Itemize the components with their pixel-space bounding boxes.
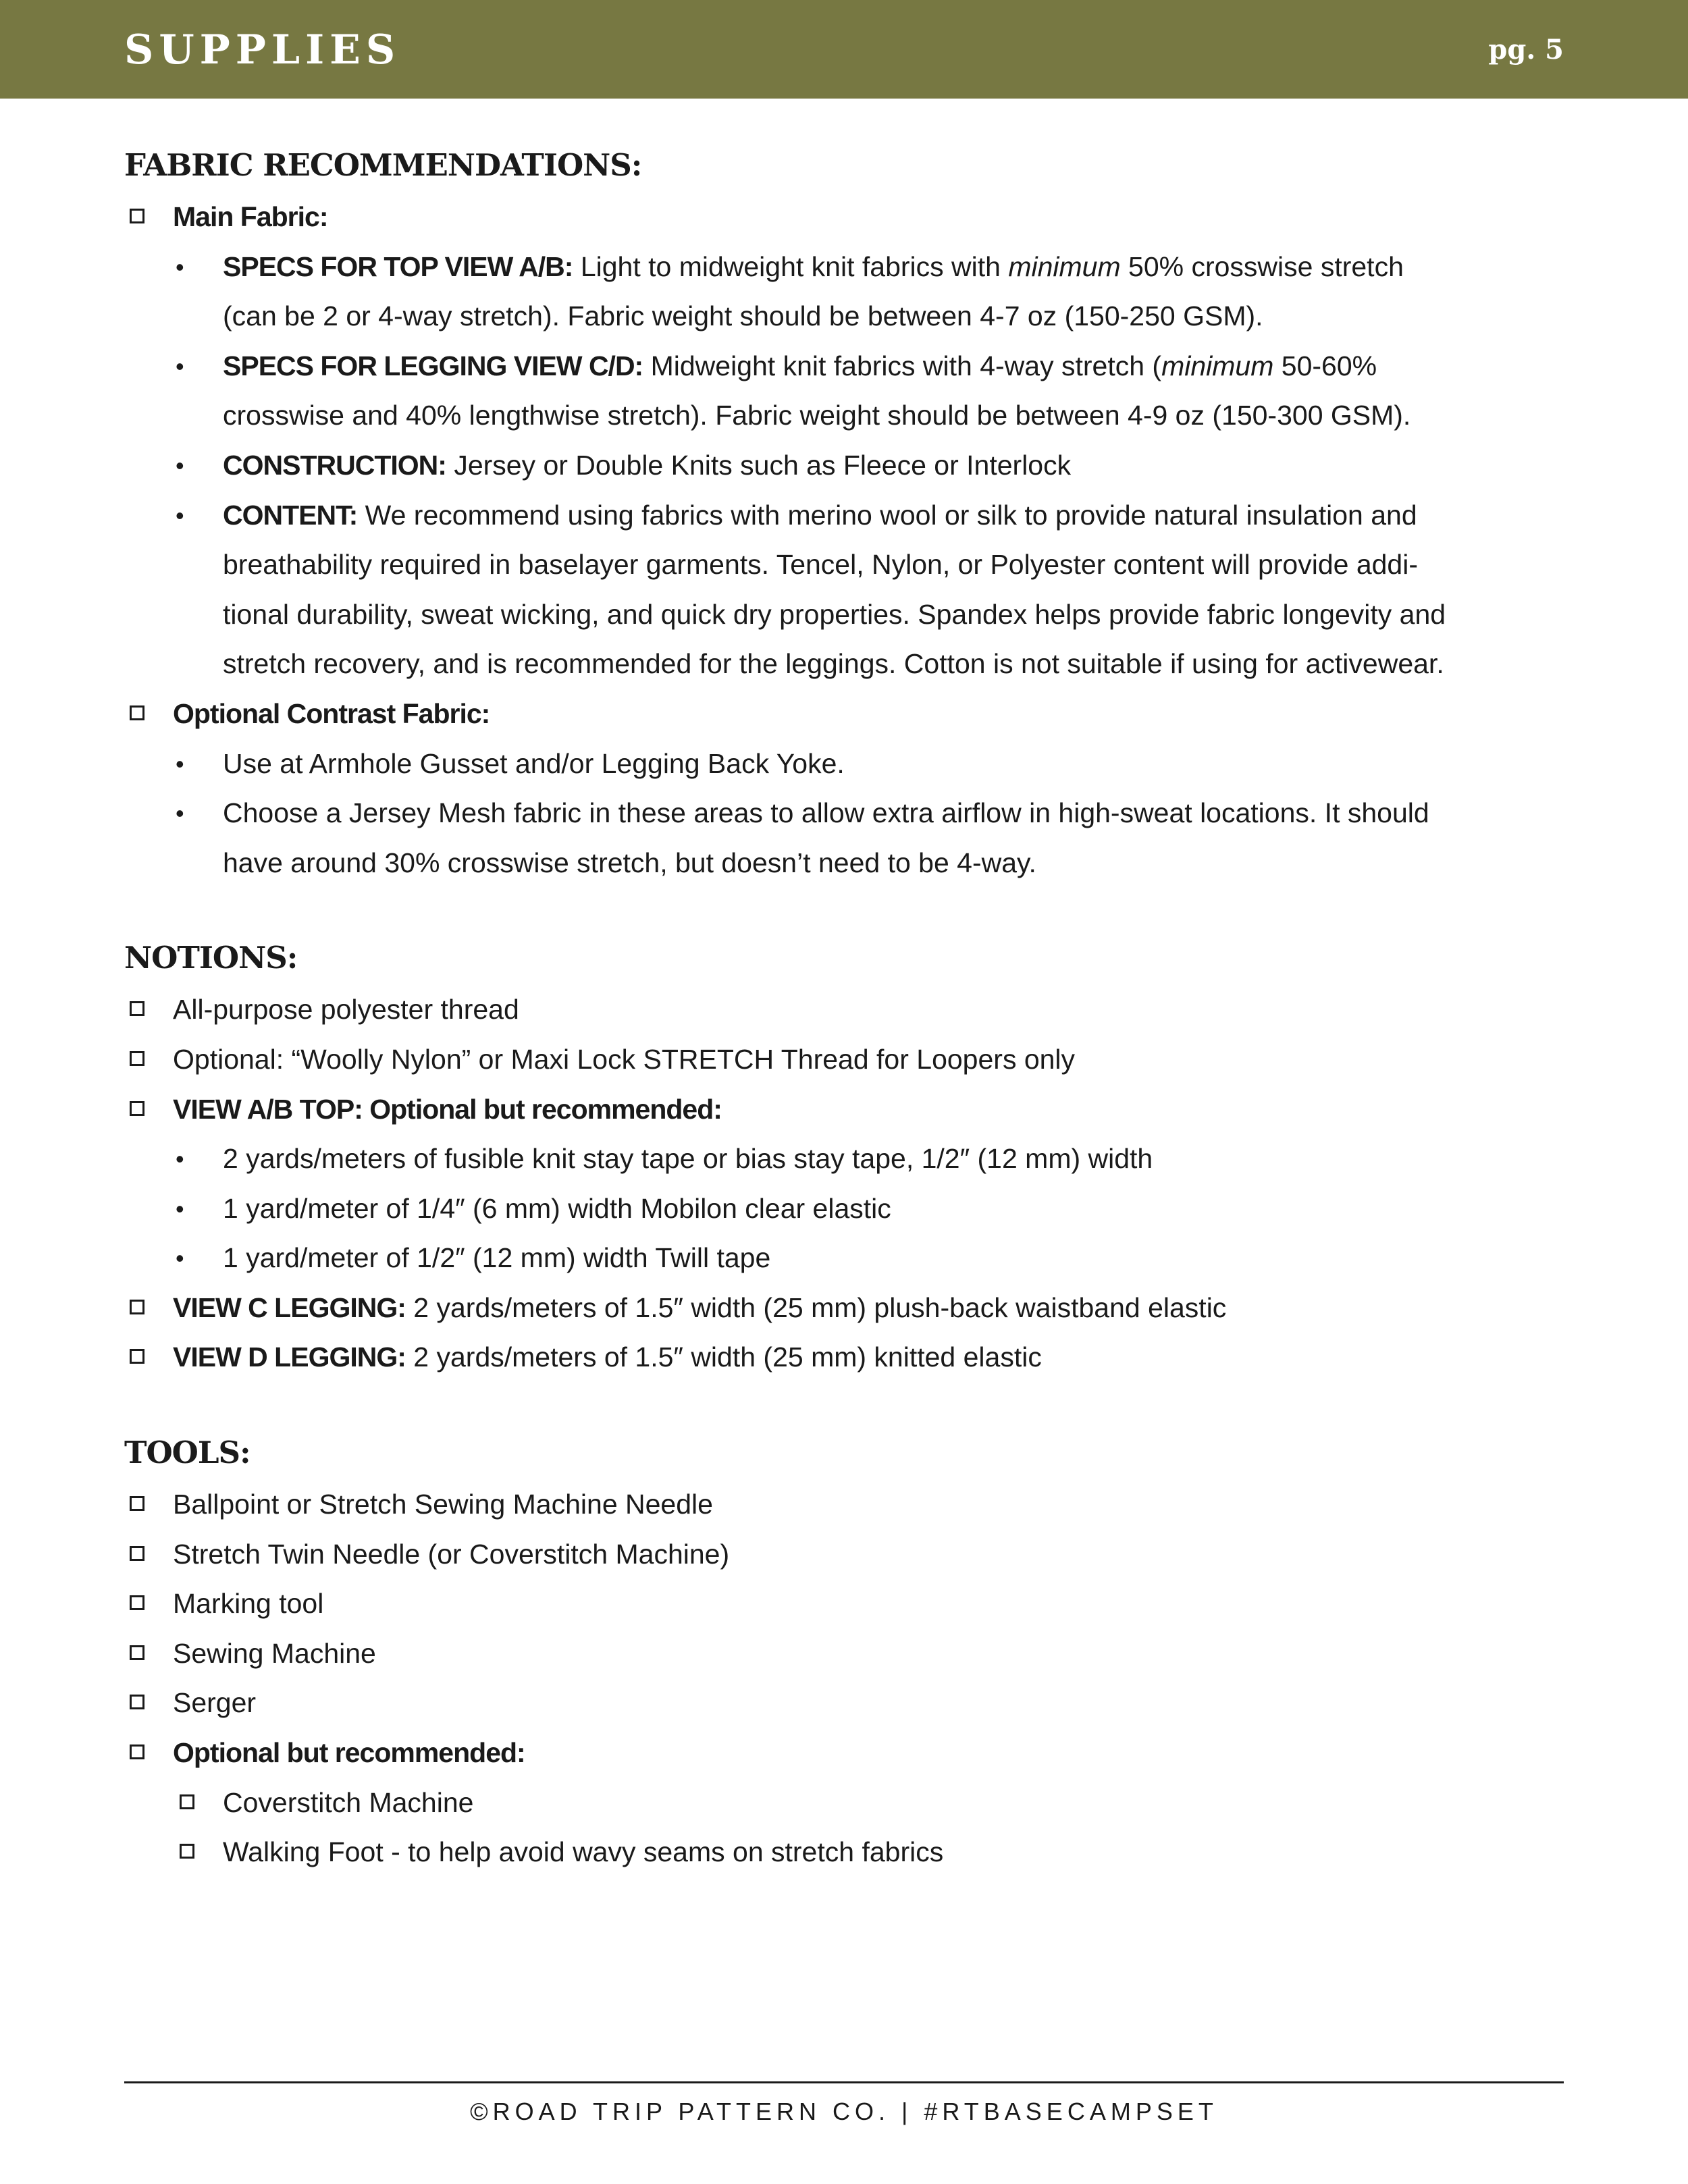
page-header xyxy=(0,0,1688,99)
checkbox[interactable] xyxy=(130,1001,144,1016)
contrast-fabric-label: Optional Contrast Fabric: xyxy=(173,697,490,729)
spec-legging-label: SPECS FOR LEGGING VIEW C/D: xyxy=(223,350,643,381)
spec-top-text: Light to midweight knit fabrics with xyxy=(573,250,1009,282)
spec-top-line2: (can be 2 or 4-way stretch). Fabric weight should be between 4-7 oz (150-250 GSM). xyxy=(223,300,1263,332)
checklist-item-text: All-purpose polyester thread xyxy=(173,994,519,1026)
spec-top-text-end: 50% crosswise stretch xyxy=(1120,250,1404,282)
checklist-subitem-text: Walking Foot - to help avoid wavy seams on stretch fabrics xyxy=(223,1836,944,1868)
checklist-item xyxy=(124,1629,1569,1679)
content-line1: We recommend using fabrics with merino wool or silk to provide natural insulation and xyxy=(357,499,1417,531)
checkbox[interactable] xyxy=(130,1645,144,1660)
checkbox[interactable] xyxy=(130,1546,144,1561)
bullet-spec-top xyxy=(124,242,1569,292)
checkbox[interactable] xyxy=(130,1051,144,1066)
fabric-section xyxy=(124,138,1569,888)
view-c-label: VIEW C LEGGING: xyxy=(173,1291,406,1323)
content-line3: tional durability, sweat wicking, and quick dry properties. Spandex helps provide fabric longevity and xyxy=(223,598,1446,630)
content-line2: breathability required in baselayer garments. Tencel, Nylon, or Polyester content will provide addi- xyxy=(223,549,1418,581)
checkbox[interactable] xyxy=(130,1595,144,1610)
spec-legging-line2: crosswise and 40% lengthwise stretch). Fabric weight should be between 4-9 oz (150-300 GSM). xyxy=(223,400,1411,431)
view-d-text: 2 yards/meters of 1.5″ width (25 mm) knitted elastic xyxy=(405,1341,1042,1373)
bullet-view-ab xyxy=(124,1233,1569,1283)
contrast-item-text: Use at Armhole Gusset and/or Legging Back Yoke. xyxy=(223,747,845,779)
checkbox[interactable] xyxy=(180,1794,194,1809)
checkbox[interactable] xyxy=(130,1695,144,1709)
view-c-text: 2 yards/meters of 1.5″ width (25 mm) plush-back waistband elastic xyxy=(405,1291,1227,1323)
bullet-spec-legging xyxy=(124,342,1569,392)
checkbox[interactable] xyxy=(180,1844,194,1859)
contrast-item-text: Choose a Jersey Mesh fabric in these areas to allow extra airflow in high-sweat locations. It should xyxy=(223,797,1429,829)
spec-legging-emphasis: minimum xyxy=(1161,350,1274,381)
notions-heading: NOTIONS: xyxy=(124,940,298,976)
bullet-construction xyxy=(124,441,1569,491)
page-content xyxy=(124,138,1569,1921)
bullet-view-ab xyxy=(124,1134,1569,1184)
bullet-icon: • xyxy=(176,1145,184,1173)
checklist-item xyxy=(124,1480,1569,1530)
tools-section xyxy=(124,1426,1569,1877)
checklist-item-text: Stretch Twin Needle (or Coverstitch Machine) xyxy=(173,1538,730,1570)
view-ab-label: VIEW A/B TOP: Optional but recommended: xyxy=(173,1093,722,1125)
bullet-icon: • xyxy=(176,1244,184,1273)
checklist-item-text: Optional: “Woolly Nylon” or Maxi Lock STRETCH Thread for Loopers only xyxy=(173,1043,1076,1075)
main-fabric-label: Main Fabric: xyxy=(173,201,328,232)
bullet-contrast-2 xyxy=(124,789,1569,838)
checkbox[interactable] xyxy=(130,1496,144,1511)
checkbox[interactable] xyxy=(130,1101,144,1116)
bullet-content-continued xyxy=(124,540,1569,590)
bullet-content xyxy=(124,491,1569,541)
checklist-item xyxy=(124,1579,1569,1629)
bullet-icon: • xyxy=(176,352,184,380)
checklist-item-main-fabric xyxy=(124,192,1569,242)
bullet-contrast-2-continued xyxy=(124,838,1569,888)
notions-section xyxy=(124,931,1569,1383)
checkbox[interactable] xyxy=(130,209,144,223)
checkbox[interactable] xyxy=(130,1744,144,1759)
checklist-item-contrast-fabric xyxy=(124,689,1569,739)
bullet-icon: • xyxy=(176,1194,184,1223)
bullet-icon: • xyxy=(176,749,184,778)
checklist-item-text: Marking tool xyxy=(173,1588,324,1620)
bullet-icon: • xyxy=(176,501,184,529)
spec-legging-text: Midweight knit fabrics with 4-way stretch ( xyxy=(643,350,1162,381)
checklist-subitem xyxy=(124,1778,1569,1828)
checkbox[interactable] xyxy=(130,1300,144,1314)
bullet-contrast-1 xyxy=(124,739,1569,789)
spec-top-emphasis: minimum xyxy=(1008,250,1121,282)
view-ab-item-text: 1 yard/meter of 1/2″ (12 mm) width Twill tape xyxy=(223,1242,771,1274)
spec-legging-text-end: 50-60% xyxy=(1273,350,1377,381)
bullet-spec-legging-continued xyxy=(124,391,1569,441)
view-d-label: VIEW D LEGGING: xyxy=(173,1341,406,1373)
contrast-item-text-line2: have around 30% crosswise stretch, but doesn’t need to be 4-way. xyxy=(223,847,1036,878)
tools-heading: TOOLS: xyxy=(124,1435,250,1471)
checkbox[interactable] xyxy=(130,705,144,720)
content-label: CONTENT: xyxy=(223,499,358,531)
checklist-item xyxy=(124,1530,1569,1580)
bullet-icon: • xyxy=(176,252,184,281)
content-line4: stretch recovery, and is recommended for the leggings. Cotton is not suitable if using for activewear. xyxy=(223,648,1444,680)
view-ab-item-text: 1 yard/meter of 1/4″ (6 mm) width Mobilon clear elastic xyxy=(223,1192,891,1224)
checklist-item xyxy=(124,985,1569,1035)
checklist-item-text: Ballpoint or Stretch Sewing Machine Needle xyxy=(173,1489,713,1520)
bullet-icon: • xyxy=(176,451,184,479)
page-footer: ©ROAD TRIP PATTERN CO. | #RTBASECAMPSET xyxy=(470,2098,1218,2125)
checklist-item-optional xyxy=(124,1728,1569,1778)
bullet-spec-top-continued xyxy=(124,292,1569,342)
bullet-content-continued xyxy=(124,639,1569,689)
bullet-icon: • xyxy=(176,799,184,828)
checklist-item xyxy=(124,1678,1569,1728)
construction-text: Jersey or Double Knits such as Fleece or Interlock xyxy=(446,449,1072,481)
checklist-item xyxy=(124,1035,1569,1085)
bullet-content-continued xyxy=(124,590,1569,640)
spec-top-label: SPECS FOR TOP VIEW A/B: xyxy=(223,250,573,282)
view-ab-item-text: 2 yards/meters of fusible knit stay tape or bias stay tape, 1/2″ (12 mm) width xyxy=(223,1143,1153,1175)
fabric-heading: FABRIC RECOMMENDATIONS: xyxy=(124,147,642,183)
optional-label: Optional but recommended: xyxy=(173,1737,525,1769)
checklist-subitem-text: Coverstitch Machine xyxy=(223,1786,474,1818)
footer-divider xyxy=(124,2081,1564,2083)
construction-label: CONSTRUCTION: xyxy=(223,449,446,481)
checklist-item-text: Serger xyxy=(173,1687,257,1719)
checklist-subitem xyxy=(124,1828,1569,1877)
page-number: pg. 5 xyxy=(1488,34,1564,65)
checklist-item-view-ab xyxy=(124,1085,1569,1135)
page-title: SUPPLIES xyxy=(124,26,401,74)
bullet-view-ab xyxy=(124,1184,1569,1234)
checklist-item-view-c xyxy=(124,1283,1569,1333)
checkbox[interactable] xyxy=(130,1349,144,1364)
checklist-item-view-d xyxy=(124,1333,1569,1383)
checklist-item-text: Sewing Machine xyxy=(173,1637,376,1669)
